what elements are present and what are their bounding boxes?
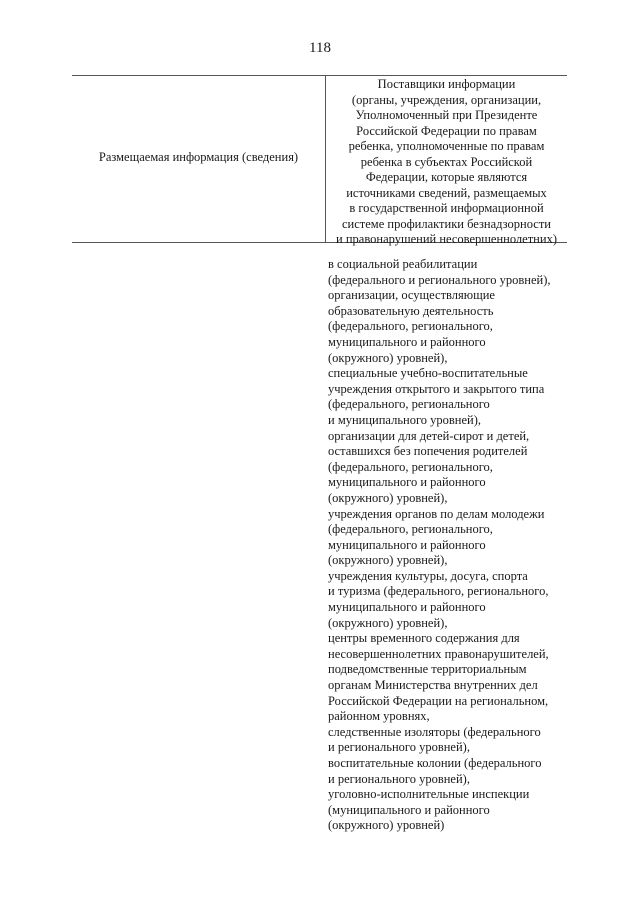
- provider-text-line: несовершеннолетних правонарушителей,: [328, 646, 549, 661]
- provider-text-line: (окружного) уровней): [328, 818, 445, 833]
- provider-text-line: оставшихся без попечения родителей: [328, 444, 528, 459]
- provider-text-line: (федерального, регионального,: [328, 319, 493, 334]
- header-text-line: и правонарушений несовершеннолетних): [336, 232, 557, 246]
- provider-text-line: органам Министерства внутренних дел: [328, 678, 538, 693]
- provider-text-line: (федерального, регионального,: [328, 522, 493, 537]
- provider-text-line: (окружного) уровней),: [328, 615, 448, 630]
- header-text-line: Уполномоченный при Президенте: [355, 108, 538, 122]
- table-top-rule: [72, 75, 567, 76]
- provider-text-line: (федерального, регионального,: [328, 459, 493, 474]
- provider-text-line: (окружного) уровней),: [328, 490, 448, 505]
- provider-text-line: следственные изоляторы (федерального: [328, 724, 541, 739]
- provider-text-line: Российской Федерации на региональном,: [328, 693, 549, 708]
- column-header-information-providers: [326, 77, 567, 248]
- header-text-line: источниками сведений, размещаемых: [346, 185, 547, 200]
- provider-text-line: районном уровнях,: [328, 709, 430, 724]
- column-header-placed-information: Размещаемая информация (сведения): [98, 150, 299, 164]
- provider-text-line: образовательную деятельность: [328, 303, 494, 318]
- provider-text-line: (окружного) уровней),: [328, 553, 448, 568]
- provider-text-line: (муниципального и районного: [328, 802, 490, 817]
- header-text-line: Федерации, которые являются: [365, 170, 528, 184]
- provider-text-line: организации для детей-сирот и детей,: [328, 428, 530, 443]
- header-text-line: ребенка в субъектах Российской: [360, 154, 533, 169]
- provider-text-line: муниципального и районного: [328, 600, 486, 615]
- provider-text-line: муниципального и районного: [328, 334, 486, 349]
- provider-text-line: и туризма (федерального, регионального,: [328, 584, 549, 599]
- provider-text-line: центры временного содержания для: [328, 631, 520, 646]
- provider-text-line: учреждения культуры, досуга, спорта: [328, 568, 528, 583]
- header-text-line: в государственной информационной: [349, 201, 544, 215]
- header-text-line: системе профилактики безнадзорности: [342, 216, 551, 231]
- header-text-line: Российской Федерации по правам: [356, 123, 537, 138]
- provider-text-line: и регионального уровней),: [328, 771, 470, 786]
- provider-text-line: подведомственные территориальным: [328, 662, 527, 677]
- provider-text-line: (федерального, регионального: [328, 397, 490, 412]
- provider-text-line: учреждения открытого и закрытого типа: [328, 381, 545, 396]
- header-text-line: Поставщики информации: [377, 77, 516, 91]
- provider-text-line: и муниципального уровней),: [328, 412, 482, 427]
- header-text-line: (органы, учреждения, организации,: [351, 92, 542, 107]
- provider-text-line: муниципального и районного: [328, 537, 486, 552]
- provider-text-line: муниципального и районного: [328, 475, 486, 490]
- provider-text-line: уголовно-исполнительные инспекции: [328, 787, 530, 802]
- provider-text-line: специальные учебно-воспитательные: [328, 366, 528, 381]
- header-text-line: ребенка, уполномоченные по правам: [348, 139, 545, 153]
- provider-text-line: (федерального и регионального уровней),: [328, 272, 551, 287]
- page-number: 118: [309, 40, 331, 56]
- provider-text-line: организации, осуществляющие: [328, 288, 495, 303]
- provider-text-line: в социальной реабилитации: [328, 257, 478, 271]
- information-providers-list: [328, 257, 568, 834]
- provider-text-line: воспитательные колонии (федерального: [328, 756, 542, 770]
- provider-text-line: (окружного) уровней),: [328, 350, 448, 365]
- provider-text-line: и регионального уровней),: [328, 740, 470, 755]
- provider-text-line: учреждения органов по делам молодежи: [328, 506, 545, 521]
